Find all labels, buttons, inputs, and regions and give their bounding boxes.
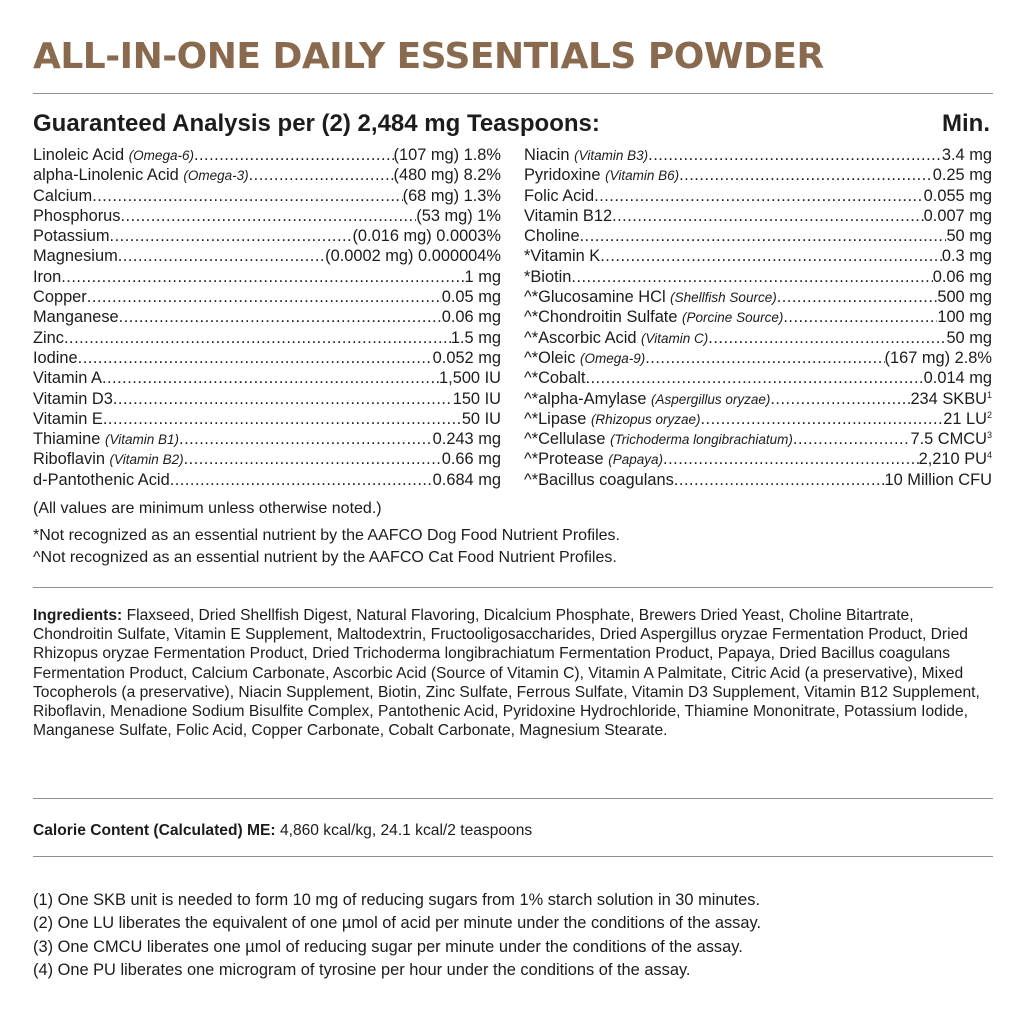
nutrient-value: 234 SKBU$^1$ [910, 389, 992, 408]
footnote: (4) One PU liberates one microgram of tyrosine per hour under the conditions of the assay. [33, 961, 691, 980]
nutrient-row [524, 268, 992, 288]
dot-leader [118, 247, 325, 266]
ingredients-label: Ingredients: [33, 607, 123, 624]
nutrient-value: 1.5 mg [450, 328, 501, 347]
dot-leader [194, 146, 394, 165]
nutrient-source: (Aspergillus oryzae) [651, 391, 771, 407]
nutrient-row [524, 146, 992, 166]
footnotes [33, 889, 761, 983]
nutrient-row [524, 410, 992, 430]
nutrient-row [33, 329, 501, 349]
footnote-ref: 1 [986, 389, 992, 400]
nutrient-name: Phosphorus [33, 206, 121, 225]
nutrient-row [524, 349, 992, 369]
nutrient-row [524, 390, 992, 410]
nutrient-name: Vitamin E [33, 409, 103, 428]
dot-leader [110, 227, 353, 246]
nutrient-row [33, 166, 501, 186]
dot-leader [120, 207, 416, 226]
nutrient-row [524, 187, 992, 207]
nutrient-value: 0.007 mg [923, 206, 992, 225]
dot-leader [179, 430, 433, 449]
footnote: (3) One CMCU liberates one µmol of reducing sugar per minute under the conditions of the assay. [33, 937, 743, 956]
dot-leader [87, 288, 442, 307]
nutrient-row [524, 329, 992, 349]
nutrient-value: (0.016 mg) 0.0003% [352, 227, 501, 246]
nutrient-row [33, 390, 501, 410]
nutrient-name: *Biotin [524, 267, 572, 286]
nutrient-value: 50 mg [946, 227, 992, 246]
nutrient-name: Pyridoxine (Vitamin B6) [524, 166, 680, 185]
nutrient-value: (53 mg) 1% [416, 206, 501, 225]
nutrient-source: (Omega-9) [579, 350, 646, 366]
nutrient-name: Folic Acid [524, 186, 595, 205]
nutrient-source: (Papaya) [608, 452, 664, 468]
nutrient-source: (Vitamin B3) [574, 148, 649, 163]
dot-leader [612, 207, 924, 226]
nutrient-value: 50 IU [461, 409, 501, 428]
nutrient-name: ^*Lipase (Rhizopus oryzae) [524, 409, 701, 428]
nutrient-value: 3.4 mg [941, 146, 992, 164]
nutrient-row [524, 207, 992, 227]
nutrient-row [33, 288, 501, 308]
nutrient-name: d-Pantothenic Acid [33, 470, 170, 489]
analysis-header [33, 110, 990, 138]
nutrient-name: Vitamin D3 [33, 389, 113, 408]
nutrient-row [33, 471, 501, 491]
nutrient-value: 150 IU [452, 389, 501, 408]
nutrient-value: 0.055 mg [923, 186, 992, 205]
nutrient-name: alpha-Linolenic Acid (Omega-3) [33, 166, 249, 185]
nutrient-name: ^*Chondroitin Sulfate (Porcine Source) [524, 308, 784, 327]
nutrient-row [33, 430, 501, 450]
nutrient-value: (107 mg) 1.8% [393, 146, 501, 164]
nutrient-row [524, 471, 992, 491]
nutrient-source: (Rhizopus oryzae) [590, 411, 701, 427]
divider [33, 587, 993, 588]
divider [33, 856, 993, 857]
nutrient-value: 2,210 $PU^4$ [918, 450, 992, 469]
nutrient-value: 21 $LU^2$ [943, 409, 992, 428]
analysis-heading: Guaranteed Analysis per (2) 2,484 mg Teaspoons: [33, 110, 600, 137]
nutrient-value: (68 mg) 1.3% [402, 186, 501, 205]
nutrient-name: Copper [33, 288, 87, 307]
nutrient-name: Calcium [33, 186, 93, 205]
nutrient-source: (Vitamin C) [641, 330, 709, 346]
analysis-left-column [33, 146, 501, 491]
footnote-ref: 3 [986, 430, 992, 441]
footnote: (1) One SKB unit is needed to form 10 mg of reducing sugars from 1% starch solution in 30 minutes. [33, 891, 761, 909]
footnote-ref: 4 [986, 450, 992, 461]
nutrient-row [524, 369, 992, 389]
nutrient-name: ^*Ascorbic Acid (Vitamin C) [524, 328, 709, 347]
dot-leader [184, 450, 442, 469]
nutrient-row [33, 268, 501, 288]
nutrient-value: 0.014 mg [923, 369, 992, 388]
nutrient-name: Niacin (Vitamin B3) [524, 146, 649, 164]
minimum-note: (All values are minimum unless otherwise noted.) [33, 500, 382, 517]
calorie-content [33, 822, 532, 840]
nutrient-value: 0.25 mg [932, 166, 992, 185]
nutrient-value: (480 mg) 8.2% [393, 166, 501, 185]
dot-leader [78, 349, 433, 368]
dot-leader [777, 288, 938, 307]
nutrient-source: (Vitamin B2) [109, 452, 184, 468]
dot-leader [249, 166, 394, 185]
nutrient-name: Riboflavin (Vitamin B2) [33, 450, 184, 469]
dot-leader [648, 146, 942, 165]
ingredients-section [33, 606, 993, 740]
dot-leader [645, 349, 884, 368]
nutrient-name: Iodine [33, 348, 78, 367]
nutrient-value: 500 mg [937, 288, 992, 307]
dot-leader [663, 450, 919, 469]
dog-note: *Not recognized as an essential nutrient by the AAFCO Dog Food Nutrient Profiles. [33, 527, 620, 544]
dot-leader [170, 471, 433, 490]
nutrient-name: Potassium [33, 227, 110, 246]
analysis-notes [33, 498, 620, 569]
nutrient-value: 0.66 mg [441, 450, 501, 469]
dot-leader [783, 308, 937, 327]
dot-leader [594, 187, 924, 206]
dot-leader [700, 410, 943, 429]
nutrient-row [524, 288, 992, 308]
nutrient-value: 0.05 mg [441, 288, 501, 307]
nutrient-row [33, 207, 501, 227]
nutrient-name: Vitamin B12 [524, 206, 613, 225]
nutrient-value: (0.0002 mg) 0.000004% [325, 247, 501, 266]
calorie-value: 4,860 kcal/kg, 24.1 kcal/2 teaspoons [279, 822, 533, 839]
divider [33, 798, 993, 799]
dot-leader [64, 329, 451, 348]
min-label: Min. [942, 110, 990, 137]
dot-leader [119, 308, 442, 327]
nutrient-row [524, 166, 992, 186]
nutrient-value: 0.684 mg [432, 470, 501, 489]
nutrient-row [33, 369, 501, 389]
nutrient-value: 1,500 IU [439, 369, 501, 388]
nutrient-value: (167 mg) 2.8% [884, 348, 992, 367]
dot-leader [600, 247, 942, 266]
nutrient-value: 0.06 mg [932, 267, 992, 286]
dot-leader [102, 369, 439, 388]
calorie-label: Calorie Content (Calculated) ME: [33, 822, 276, 839]
dot-leader [679, 166, 933, 185]
dot-leader [103, 410, 462, 429]
nutrient-name: Zinc [33, 328, 64, 347]
nutrient-row [524, 227, 992, 247]
dot-leader [92, 187, 402, 206]
footnote: (2) One LU liberates the equivalent of one µmol of acid per minute under the conditions of the assay. [33, 914, 762, 933]
nutrient-name: ^*Cobalt [524, 369, 586, 388]
nutrient-name: ^*Bacillus coagulans [524, 470, 674, 489]
dot-leader [708, 329, 946, 348]
nutrient-value: 0.052 mg [432, 348, 501, 367]
nutrient-name: ^*Oleic (Omega-9) [524, 348, 646, 367]
nutrient-source: (Shellfish Source) [670, 290, 777, 306]
nutrient-row [524, 450, 992, 470]
divider [33, 93, 993, 94]
dot-leader [793, 430, 911, 449]
nutrient-row [33, 187, 501, 207]
nutrient-source: (Trichoderma longibrachiatum) [610, 432, 793, 448]
nutrient-row [33, 227, 501, 247]
nutrient-source: (Porcine Source) [682, 310, 784, 326]
nutrient-row [524, 430, 992, 450]
dot-leader [113, 390, 453, 409]
nutrient-source: (Omega-3) [183, 168, 249, 184]
nutrient-value: 0.3 mg [941, 247, 992, 266]
nutrient-source: (Omega-6) [128, 148, 194, 163]
nutrient-value: 7.5 CMCU$^3$ [910, 430, 992, 449]
ingredients-text: Flaxseed, Dried Shellfish Digest, Natural Flavoring, Dicalcium Phosphate, Brewers Dried Yeast, Choline Bitartrate, Chondroitin Sulfate, Vitamin E Supplement, Maltodextrin, Fructooligosaccharides, Dried Aspergillus oryzae Fermentation Product, Dried Rhizopus oryzae Fermentation Product, Dried Trichoderma longibrachiatum Fermentation Product, Papaya, Dried Bacillus coagulans Fermentation Product, Calcium Carbonate, Ascorbic Acid (Source of Vitamin C), Vitamin A Palmitate, Citric Acid (a preservative), Mixed Tocopherols (a preservative), Niacin Supplement, Biotin, Zinc Sulfate, Ferrous Sulfate, Vitamin D3 Supplement, Vitamin B12 Supplement, Riboflavin, Menadione Sodium Bisulfite Complex, Pantothenic Acid, Pyridoxine Hydrochloride, Thiamine Mononitrate, Potassium Iodide, Manganese Sulfate, Folic Acid, Copper Carbonate, Cobalt Carbonate, Magnesium Stearate. [33, 607, 980, 740]
nutrient-name: ^*alpha-Amylase (Aspergillus oryzae) [524, 389, 771, 408]
nutrient-name: Linoleic Acid (Omega-6) [33, 146, 194, 164]
nutrient-name: Magnesium [33, 247, 118, 266]
analysis-right-column [524, 146, 992, 491]
nutrient-name: ^*Protease (Papaya) [524, 450, 664, 469]
footnote-ref: 2 [986, 409, 992, 420]
nutrient-row [33, 146, 501, 166]
nutrient-row [524, 247, 992, 267]
nutrient-name: Manganese [33, 308, 119, 327]
nutrient-row [524, 308, 992, 328]
dot-leader [585, 369, 923, 388]
nutrient-name: ^*Glucosamine HCl (Shellfish Source) [524, 288, 777, 307]
dot-leader [61, 268, 464, 287]
nutrient-value: 0.06 mg [441, 308, 501, 327]
nutrient-source: (Vitamin B1) [104, 432, 180, 448]
dot-leader [580, 227, 947, 246]
dot-leader [674, 471, 885, 490]
nutrient-row [33, 410, 501, 430]
nutrient-value: 1 mg [464, 267, 501, 286]
nutrient-value: 10 Million CFU [884, 470, 992, 489]
nutrient-source: (Vitamin B6) [605, 168, 680, 184]
nutrient-row [33, 308, 501, 328]
nutrient-name: Choline [524, 227, 580, 246]
cat-note: ^Not recognized as an essential nutrient by the AAFCO Cat Food Nutrient Profiles. [33, 549, 617, 566]
nutrient-row [33, 247, 501, 267]
nutrient-row [33, 349, 501, 369]
nutrient-value: 0.243 mg [432, 430, 501, 449]
nutrient-name: *Vitamin K [524, 247, 601, 266]
dot-leader [770, 390, 910, 409]
nutrient-value: 50 mg [946, 328, 992, 347]
page-title: ALL-IN-ONE DAILY ESSENTIALS POWDER [33, 36, 824, 77]
nutrient-name: Iron [33, 267, 62, 286]
nutrient-value: 100 mg [937, 308, 992, 327]
nutrient-name: Vitamin A [33, 369, 102, 388]
nutrient-name: ^*Cellulase (Trichoderma longibrachiatum) [524, 430, 793, 449]
dot-leader [571, 268, 932, 287]
nutrient-name: Thiamine (Vitamin B1) [33, 430, 180, 449]
nutrient-row [33, 450, 501, 470]
